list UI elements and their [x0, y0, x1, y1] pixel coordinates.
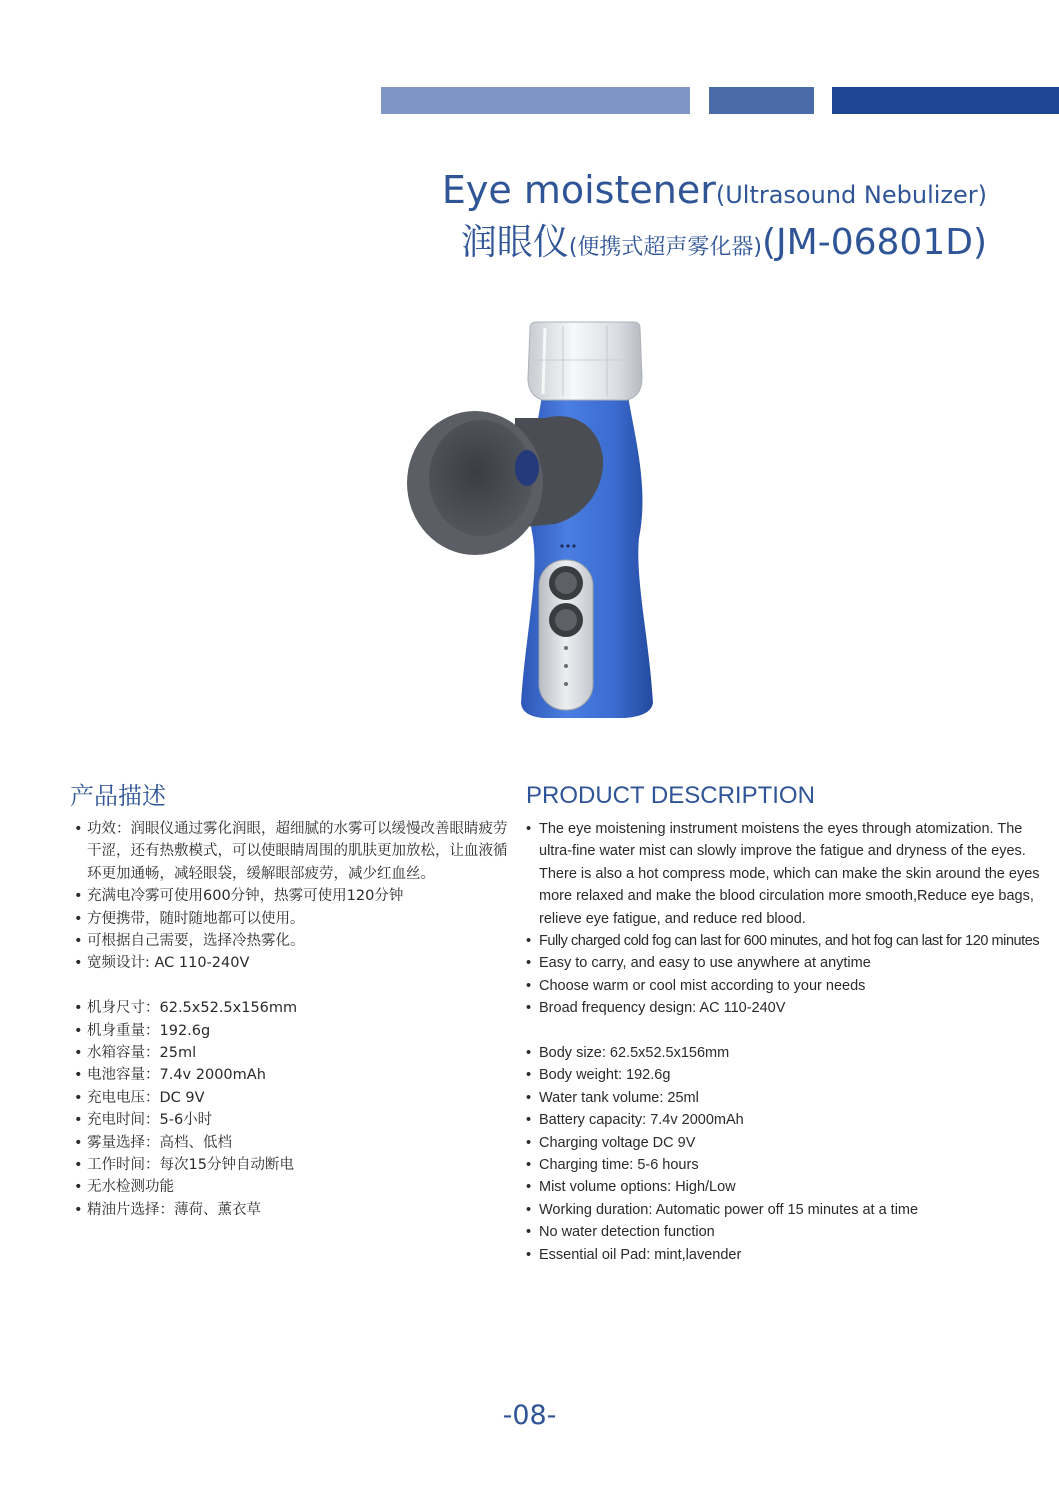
list-item: • 可根据自己需要，选择冷热雾化。: [74, 930, 514, 952]
list-item: • 工作时间：每次15分钟自动断电: [74, 1154, 514, 1176]
nebulizer-product-image: [395, 318, 675, 738]
list-item: • The eye moistening instrument moistens the eyes through atomization. The ultra-fine water mist can slowly improve the fatigue and dryness of the eyes. There is also a hot compress mode, which can make the skin around the eyes more relaxed and make the blood circulation more smooth,Reduce eye bags, relieve eye fatigue, and reduce red blood.: [526, 818, 1059, 930]
list-item: • 方便携带，随时随地都可以使用。: [74, 908, 514, 930]
header-bar-dark: [832, 87, 1059, 114]
list-item: • Body weight: 192.6g: [526, 1064, 1059, 1086]
list-item: • 无水检测功能: [74, 1176, 514, 1198]
list-item: • Body size: 62.5x52.5x156mm: [526, 1042, 1059, 1064]
list-item: • Easy to carry, and easy to use anywhere at anytime: [526, 952, 1059, 974]
description-list-en: [526, 818, 1059, 1266]
list-item: • Charging voltage DC 9V: [526, 1132, 1059, 1154]
list-item: • 水箱容量：25ml: [74, 1042, 514, 1064]
title-en-sub: (Ultrasound Nebulizer): [715, 181, 987, 209]
page-number: -08-: [502, 1400, 557, 1431]
product-title-en: [442, 168, 987, 217]
list-item: • Choose warm or cool mist according to your needs: [526, 975, 1059, 997]
title-cn-sub: (便携式超声雾化器): [568, 235, 762, 260]
list-item: • Working duration: Automatic power off 15 minutes at a time: [526, 1199, 1059, 1221]
title-en-main: Eye moistener: [441, 168, 716, 212]
description-heading-en: PRODUCT DESCRIPTION: [526, 782, 815, 809]
description-list-cn: [74, 818, 514, 1221]
list-item: • 充电时间：5-6小时: [74, 1109, 514, 1131]
list-item: • 电池容量：7.4v 2000mAh: [74, 1064, 514, 1086]
list-item: • Battery capacity: 7.4v 2000mAh: [526, 1109, 1059, 1131]
list-item: • 机身重量：192.6g: [74, 1020, 514, 1042]
list-item: • 宽频设计: AC 110-240V: [74, 952, 514, 974]
list-item: • No water detection function: [526, 1221, 1059, 1243]
list-item: • Essential oil Pad: mint,lavender: [526, 1244, 1059, 1266]
list-item: • Mist volume options: High/Low: [526, 1176, 1059, 1198]
product-title-cn: [461, 220, 987, 271]
list-item: • 功效：润眼仪通过雾化润眼，超细腻的水雾可以缓慢改善眼睛疲劳干涩，还有热敷模式，可以使眼睛周围的肌肤更加放松，让血液循环更加通畅，减轻眼袋，缓解眼部疲劳，减少红血丝。: [74, 818, 514, 885]
title-cn-main: 润眼仪: [460, 222, 569, 263]
list-item: • 充电电压：DC 9V: [74, 1087, 514, 1109]
list-item: • 机身尺寸：62.5x52.5x156mm: [74, 997, 514, 1019]
list-item: • Fully charged cold fog can last for 600 minutes, and hot fog can last for 120 minutes: [526, 930, 1059, 952]
list-item: • Charging time: 5-6 hours: [526, 1154, 1059, 1176]
title-cn-model: (JM-06801D): [762, 222, 987, 263]
list-item: • Water tank volume: 25ml: [526, 1087, 1059, 1109]
list-item: • 精油片选择：薄荷、薰衣草: [74, 1199, 514, 1221]
list-item: • 充满电冷雾可使用600分钟，热雾可使用120分钟: [74, 885, 514, 907]
description-heading-cn: 产品描述: [70, 782, 166, 810]
header-bar-mid: [709, 87, 814, 114]
header-bar-light: [381, 87, 690, 114]
list-item: • 雾量选择：高档、低档: [74, 1132, 514, 1154]
list-item: • Broad frequency design: AC 110-240V: [526, 997, 1059, 1019]
